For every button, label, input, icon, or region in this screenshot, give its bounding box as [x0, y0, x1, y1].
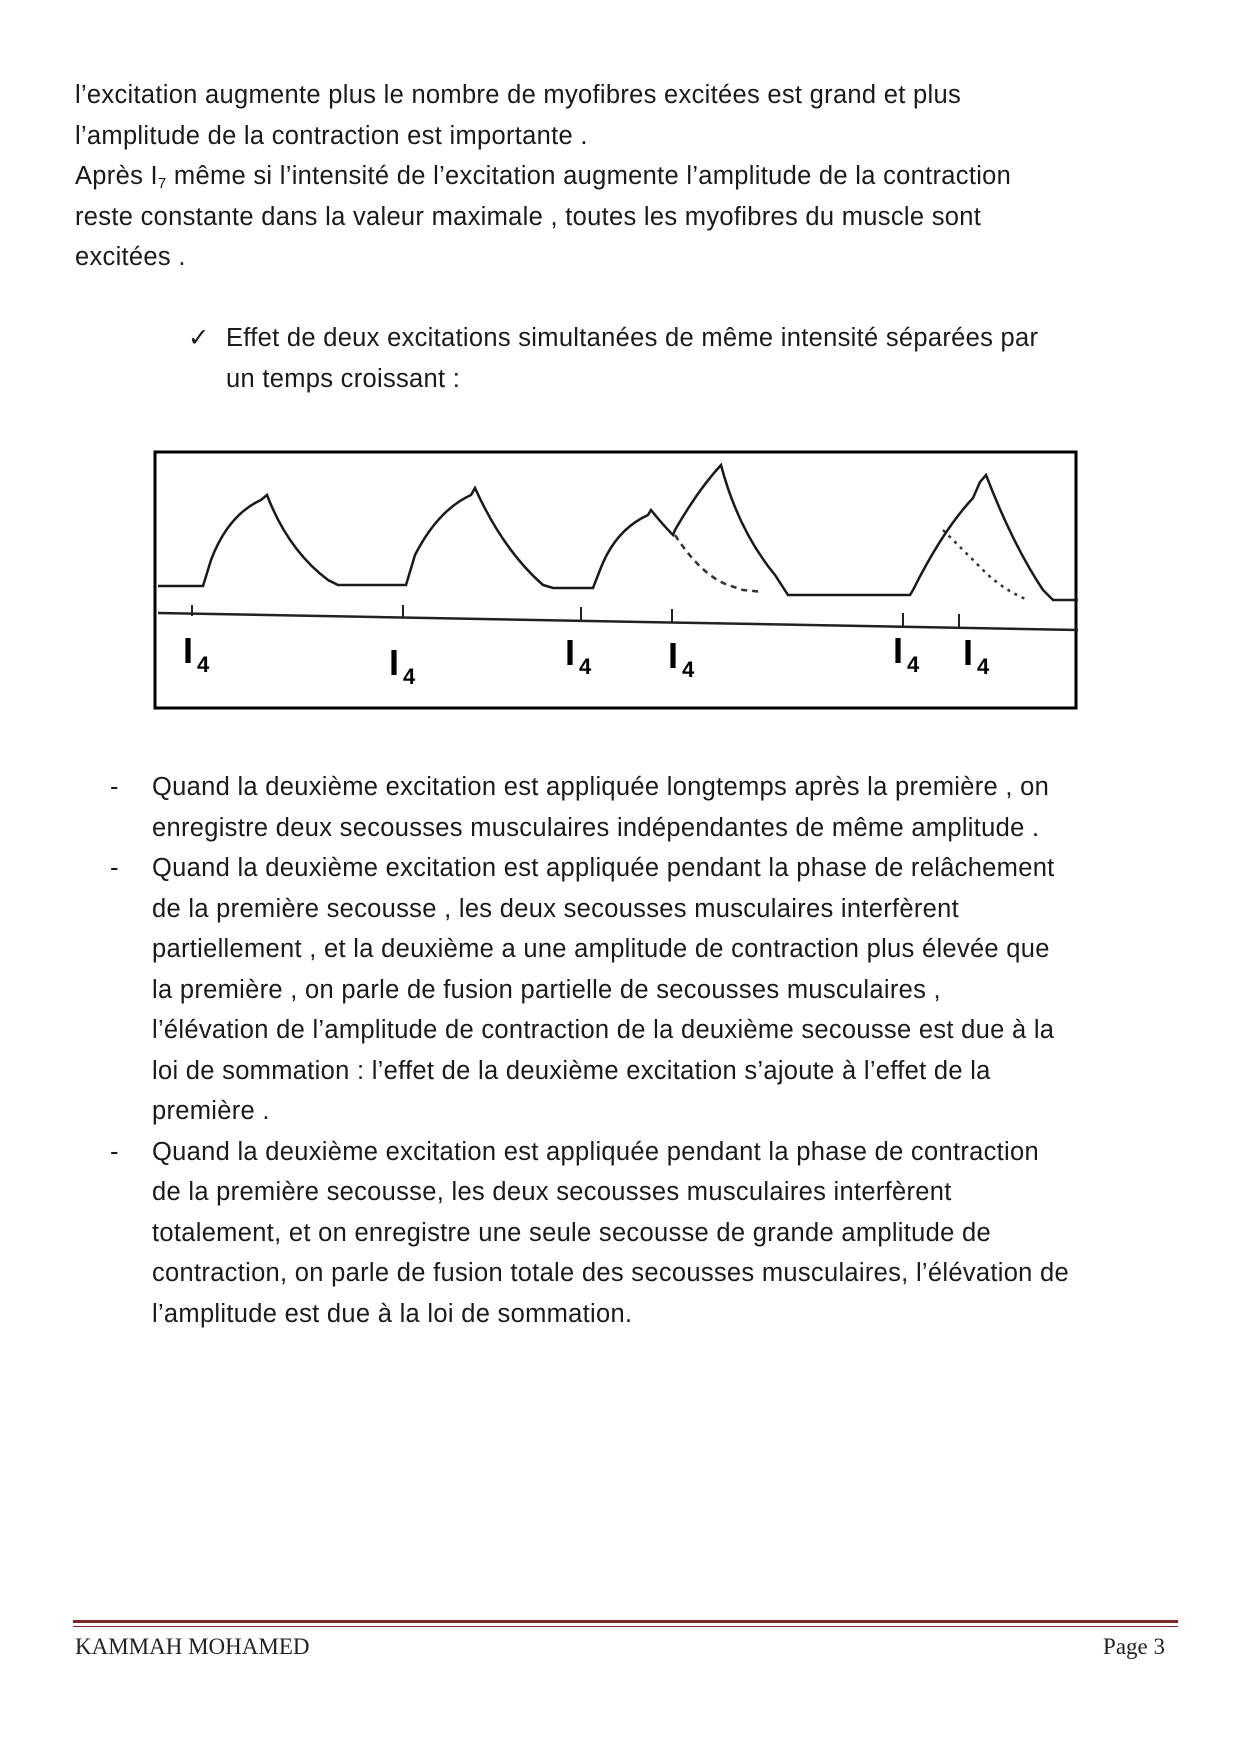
text-line: l’amplitude de la contraction est importante .	[75, 121, 588, 150]
footer-page-number: Page 3	[1103, 1634, 1165, 1659]
stimulus-label-letter: I	[183, 630, 194, 671]
list-item: - Quand la deuxième excitation est appliquée longtemps après la première , on enregistre deux secousses musculaires indépendantes de même amplitude .	[110, 773, 1050, 842]
footer-rule-thin	[73, 1626, 1178, 1627]
check-bullet-text: Effet de deux excitations simultanées de même intensité séparées par un temps croissant :	[226, 324, 1039, 393]
explanation-list	[110, 767, 1180, 1334]
text-line: excitées .	[75, 243, 186, 271]
stimulus-label-letter: I	[893, 630, 904, 671]
twitch-recording-figure	[153, 450, 1080, 712]
stimulus-label-sub: 4	[907, 652, 920, 677]
twitch-recording-svg	[153, 450, 1080, 712]
stimulus-label-letter: I	[963, 632, 974, 673]
stimulus-label-sub: 4	[682, 657, 695, 682]
text-line: reste constante dans la valeur maximale , toutes les myofibres du muscle sont	[75, 202, 982, 231]
stimulus-label-sub: 4	[579, 654, 592, 679]
checkmark-icon: ✓	[188, 324, 210, 352]
stimulus-label-letter: I	[389, 642, 400, 683]
footer-author: KAMMAH MOHAMED	[75, 1634, 310, 1659]
text-line: l’excitation augmente plus le nombre de myofibres excitées est grand et plus	[75, 81, 962, 109]
stimulus-label-letter: I	[668, 635, 679, 676]
list-item: - Quand la deuxième excitation est appliquée pendant la phase de relâchement de la première secousse , les deux secousses musculaires interfèrent partiellement , et la deuxième a une amplitude de contraction plus élevée que la première , on parle de fusion partielle de secousses musculaires , l’élévation de l’amplitude de contraction de la deuxième secousse est due à la loi de sommation : l’effet de la deuxième excitation s’ajoute à l’effet de la première .	[110, 854, 1055, 1125]
figure-frame	[155, 452, 1076, 708]
stimulus-label-sub: 4	[977, 654, 990, 679]
stimulus-label-sub: 4	[403, 664, 416, 689]
text-line: Après $I_7$ même si l’intensité de l’excitation augmente l’amplitude de la contraction	[75, 162, 1012, 192]
list-item: - Quand la deuxième excitation est appliquée pendant la phase de contraction de la première secousse, les deux secousses musculaires interfèrent totalement, et on enregistre une seule secousse de grande amplitude de contraction, on parle de fusion totale des secousses musculaires, l’élévation de l’amplitude est due à la loi de sommation.	[110, 1137, 1070, 1328]
footer-rule	[73, 1620, 1178, 1623]
stimulus-label-sub: 4	[197, 652, 210, 677]
stimulus-label-letter: I	[565, 632, 576, 673]
intro-paragraph	[75, 75, 1165, 278]
